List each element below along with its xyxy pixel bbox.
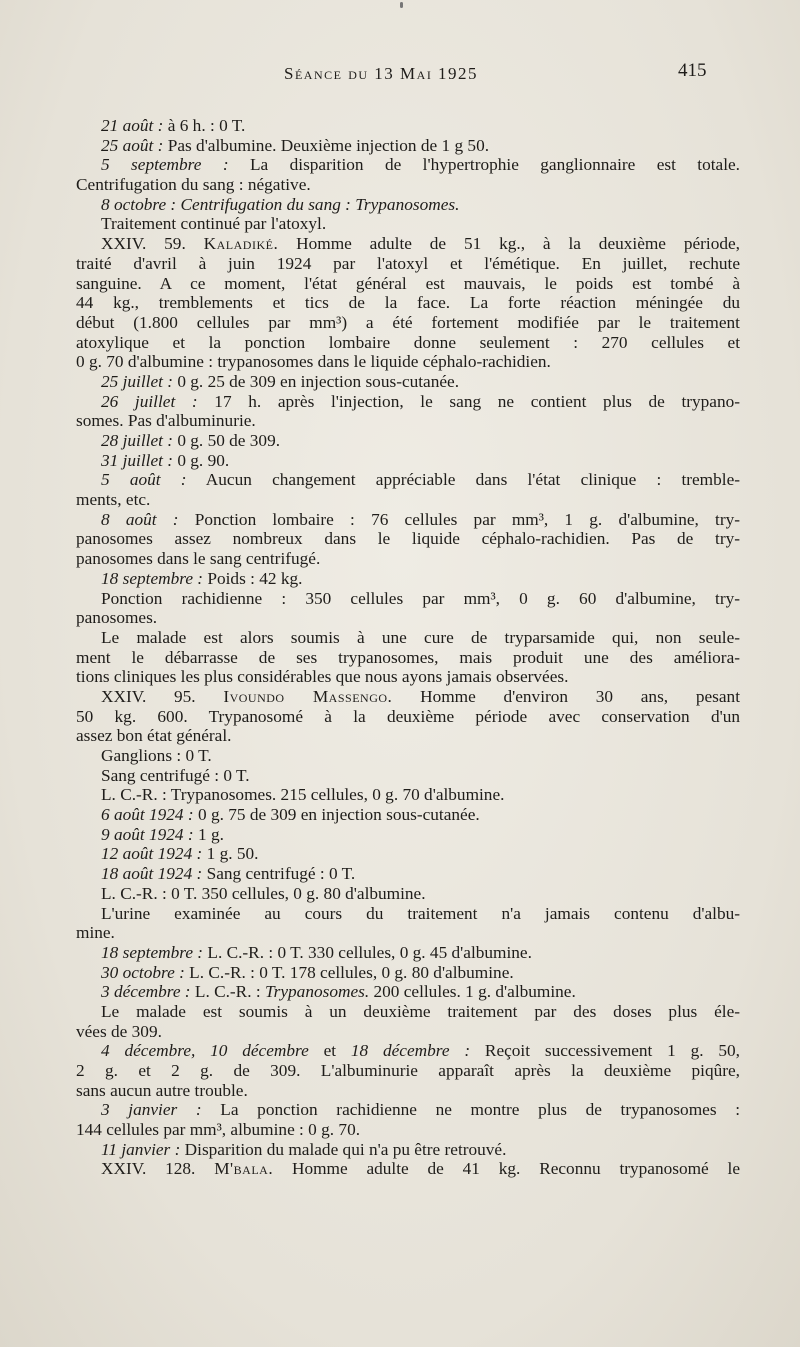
text-line [76, 1061, 740, 1081]
text-segment: Le malade est alors soumis à une cure de tryparsamide qui, non seule- [101, 627, 740, 647]
text-segment: Homme adulte de 41 kg. Reconnu trypanosomé le [273, 1159, 740, 1179]
text-line [76, 333, 740, 353]
text-segment: panosomes assez nombreux dans le liquide céphalo-rachidien. Pas de try- [76, 529, 740, 549]
text-segment: sans aucun autre trouble. [76, 1080, 248, 1100]
text-segment: L. C.-R. : 0 T. 330 cellules, 0 g. 45 d'albumine. [203, 942, 532, 962]
text-segment: 50 kg. 600. Trypanosomé à la deuxième période avec conservation d'un [76, 706, 740, 726]
text-line [76, 1120, 740, 1140]
text-line [76, 785, 740, 805]
text-segment: Homme d'environ 30 ans, pesant [392, 686, 740, 706]
text-line [76, 884, 740, 904]
text-line [76, 1159, 740, 1179]
text-segment: Poids : 42 kg. [203, 568, 303, 588]
text-line [76, 313, 740, 333]
text-line [76, 293, 740, 313]
text-segment: tions cliniques les plus considérables que nous ayons jamais observées. [76, 667, 569, 687]
text-segment: 0 g. 90. [173, 450, 230, 470]
italic-segment: 18 août 1924 : [101, 864, 203, 884]
text-line [76, 844, 740, 864]
text-line [76, 451, 740, 471]
text-line [76, 470, 740, 490]
text-segment: Reçoit successivement 1 g. 50, [470, 1041, 740, 1061]
text-line [76, 175, 740, 195]
text-segment: à 6 h. : 0 T. [163, 116, 246, 135]
text-line [76, 864, 740, 884]
italic-segment: 21 août : [101, 116, 164, 135]
text-line [76, 805, 740, 825]
text-segment: XXIV. 95. [101, 686, 224, 706]
text-segment: panosomes. [76, 608, 158, 628]
page-number: 415 [678, 60, 707, 81]
text-line [76, 825, 740, 845]
italic-segment: 3 janvier : [101, 1100, 202, 1120]
text-segment: Traitement continué par l'atoxyl. [101, 214, 327, 234]
text-line [76, 254, 740, 274]
text-segment: L. C.-R. : 0 T. 350 cellules, 0 g. 80 d'albumine. [101, 883, 426, 903]
text-line [76, 549, 740, 569]
text-segment: La disparition de l'hypertrophie ganglionnaire est totale. [228, 155, 740, 175]
italic-segment: Trypanosomes. [264, 982, 370, 1002]
text-line [76, 904, 740, 924]
italic-segment: 5 août : [101, 470, 187, 490]
text-line [76, 1100, 740, 1120]
text-segment: 0 g. 25 de 309 en injection sous-cutanée. [173, 371, 460, 391]
text-segment: La ponction rachidienne ne montre plus de trypanosomes : [201, 1100, 740, 1120]
text-segment: L. C.-R. : [190, 982, 265, 1002]
text-line [76, 1002, 740, 1022]
text-line [76, 707, 740, 727]
text-segment: Sang centrifugé : 0 T. [101, 765, 250, 785]
italic-segment: 28 juillet : [101, 431, 173, 450]
italic-segment: 5 septembre : [101, 155, 229, 175]
text-line [76, 667, 740, 687]
italic-segment: 18 septembre : [101, 568, 204, 588]
text-segment: 44 kg., tremblements et tics de la face. La forte réaction méningée du [76, 293, 740, 313]
text-line [76, 136, 740, 156]
text-segment: 0 g. 50 de 309. [173, 431, 281, 450]
name-smallcaps: M'bala. [214, 1159, 274, 1179]
italic-segment: 31 juillet : [101, 450, 173, 470]
text-line [76, 628, 740, 648]
text-segment: Disparition du malade qui n'a pu être retrouvé. [180, 1139, 507, 1159]
text-segment: XXIV. 128. [101, 1159, 215, 1179]
text-segment: 144 cellules par mm³, albumine : 0 g. 70. [76, 1120, 361, 1140]
text-line [76, 234, 740, 254]
text-segment: 2 g. et 2 g. de 309. L'albuminurie apparaît après la deuxième piqûre, [76, 1061, 740, 1080]
text-segment: XXIV. 59. [101, 234, 204, 254]
text-line [76, 589, 740, 609]
text-line [76, 510, 740, 530]
text-segment: sanguine. A ce moment, l'état général est mauvais, le poids est tombé à [76, 273, 740, 293]
text-segment: Ponction rachidienne : 350 cellules par mm³, 0 g. 60 d'albumine, try- [101, 588, 740, 608]
text-line [76, 766, 740, 786]
text-segment: Homme adulte de 51 kg., à la deuxième période, [278, 234, 740, 254]
text-segment: atoxylique et la ponction lombaire donne seulement : 270 cellules et [76, 332, 740, 352]
text-segment: 1 g. 50. [202, 844, 259, 864]
italic-segment: 11 janvier : [101, 1139, 181, 1159]
text-line [76, 116, 740, 136]
italic-segment: 25 juillet : [101, 371, 173, 391]
text-segment: 0 g. 70 d'albumine : trypanosomes dans le liquide céphalo-rachidien. [76, 352, 551, 372]
italic-segment: 12 août 1924 : [101, 844, 203, 864]
italic-segment: 9 août 1924 : [101, 824, 194, 844]
text-line [76, 1022, 740, 1042]
text-segment: Le malade est soumis à un deuxième traitement par des doses plus éle- [101, 1001, 740, 1021]
text-segment: L. C.-R. : Trypanosomes. 215 cellules, 0 g. 70 d'albumine. [101, 785, 505, 805]
text-segment: assez bon état général. [76, 726, 232, 746]
name-smallcaps: Kaladiké. [203, 234, 279, 254]
text-line [76, 648, 740, 668]
text-segment: Ponction lombaire : 76 cellules par mm³, 1 g. d'albumine, try- [178, 509, 740, 529]
text-segment: panosomes dans le sang centrifugé. [76, 549, 321, 569]
text-segment: Aucun changement appréciable dans l'état clinique : tremble- [186, 470, 740, 490]
text-segment: et [308, 1041, 351, 1061]
text-line [76, 352, 740, 372]
text-line [76, 274, 740, 294]
text-line [76, 569, 740, 589]
text-segment: mine. [76, 923, 115, 943]
text-line [76, 687, 740, 707]
text-segment: L'urine examinée au cours du traitement n'a jamais contenu d'albu- [101, 903, 740, 923]
italic-segment: 8 août : [101, 509, 179, 529]
text-line [76, 195, 740, 215]
italic-segment: 18 décembre : [350, 1041, 471, 1061]
running-head: Séance du 13 Mai 1925 [284, 64, 479, 83]
italic-segment: 8 octobre : Centrifugation du sang : Trypanosomes. [101, 194, 460, 214]
italic-segment: 30 octobre : [101, 962, 185, 982]
text-line [76, 726, 740, 746]
text-line [76, 1041, 740, 1061]
text-segment: Pas d'albumine. Deuxième injection de 1 g 50. [163, 135, 490, 155]
text-segment: début (1.800 cellules par mm³) a été fortement modifiée par le traitement [76, 312, 740, 332]
text-line [76, 923, 740, 943]
text-line [76, 431, 740, 451]
page-body [76, 116, 740, 1179]
text-segment: 1 g. [193, 824, 224, 844]
page-header [0, 60, 800, 90]
text-segment: ments, etc. [76, 490, 151, 510]
ink-mark [400, 2, 403, 8]
italic-segment: 3 décembre : [101, 982, 191, 1002]
text-segment: traité d'avril à juin 1924 par l'atoxyl et l'émétique. En juillet, rechute [76, 253, 740, 273]
name-smallcaps: Ivoundo Massengo. [223, 686, 393, 706]
italic-segment: 18 septembre : [101, 942, 204, 962]
text-segment: 200 cellules. 1 g. d'albumine. [369, 982, 576, 1002]
italic-segment: 25 août : [101, 135, 164, 155]
text-line [76, 155, 740, 175]
text-segment: 17 h. après l'injection, le sang ne contient plus de trypano- [197, 391, 740, 411]
italic-segment: 4 décembre, 10 décembre [101, 1041, 309, 1061]
text-segment: vées de 309. [76, 1021, 162, 1041]
text-segment: Sang centrifugé : 0 T. [202, 864, 356, 884]
text-segment: Centrifugation du sang : négative. [76, 175, 311, 195]
text-line [76, 411, 740, 431]
text-line [76, 214, 740, 234]
text-line [76, 392, 740, 412]
text-segment: L. C.-R. : 0 T. 178 cellules, 0 g. 80 d'albumine. [184, 962, 514, 982]
text-line [76, 963, 740, 983]
text-line [76, 746, 740, 766]
text-line [76, 608, 740, 628]
text-segment: 0 g. 75 de 309 en injection sous-cutanée. [193, 805, 480, 825]
text-line [76, 529, 740, 549]
text-line [76, 490, 740, 510]
text-line [76, 982, 740, 1002]
italic-segment: 6 août 1924 : [101, 805, 194, 825]
text-line [76, 943, 740, 963]
text-line [76, 372, 740, 392]
text-segment: ment le débarrasse de ses trypanosomes, mais produit une des améliora- [76, 647, 740, 667]
italic-segment: 26 juillet : [101, 391, 198, 411]
text-line [76, 1081, 740, 1101]
text-line [76, 1140, 740, 1160]
text-segment: somes. Pas d'albuminurie. [76, 411, 256, 431]
text-segment: Ganglions : 0 T. [101, 746, 212, 765]
